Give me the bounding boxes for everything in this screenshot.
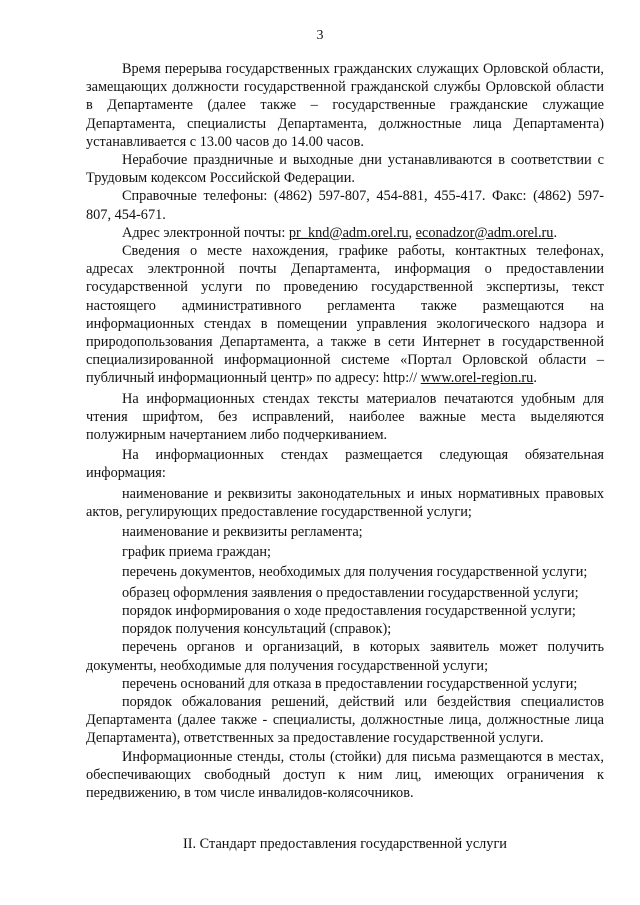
email-link-pr-knd[interactable]: pr_knd@adm.orel.ru: [288, 224, 409, 241]
list-item: порядок получения консультаций (справок);: [122, 621, 392, 638]
document-body: [86, 60, 604, 853]
section-heading: II. Стандарт предоставления государственной услуги: [183, 836, 507, 853]
portal-link[interactable]: www.orel-region.ru: [420, 370, 534, 387]
paragraph-email: [86, 224, 604, 242]
paragraph-stands-font: На информационных стендах тексты материалов печатаются удобным для чтения шрифтом, без исправлений, наиболее важные места выделяются полужирным начертанием либо подчеркиванием.: [86, 390, 604, 444]
list-item: график приема граждан;: [122, 544, 271, 561]
email-suffix: .: [553, 224, 558, 241]
list-item: перечень оснований для отказа в предоставлении государственной услуги;: [122, 675, 578, 692]
list-item: наименование и реквизиты регламента;: [122, 524, 363, 541]
list-item: перечень органов и организаций, в которых заявитель может получить документы, необходимые для получения государственной услуги;: [86, 639, 604, 674]
paragraph-phones: Справочные телефоны: (4862) 597-807, 454-881, 455-417. Факс: (4862) 597-807, 454-671.: [86, 188, 604, 223]
paragraph-closing: Информационные стенды, столы (стойки) для письма размещаются в местах, обеспечивающих свободный доступ к ним лиц, имеющих ограничения к передвижению, в том числе инвалидов-колясочников.: [86, 748, 604, 801]
paragraph-holidays: Нерабочие праздничные и выходные дни устанавливаются в соответствии с Трудовым кодексом Российской Федерации.: [86, 152, 604, 187]
email-separator: ,: [408, 224, 416, 241]
email-prefix: Адрес электронной почты:: [122, 224, 289, 241]
list-item: образец оформления заявления о предоставлении государственной услуги;: [122, 584, 579, 601]
info-suffix: .: [533, 370, 537, 387]
page-number: 3: [316, 28, 324, 43]
list-item: перечень документов, необходимых для получения государственной услуги;: [122, 564, 588, 581]
list-item: наименование и реквизиты законодательных и иных нормативных правовых актов, регулирующих предоставление государственной услуги;: [86, 485, 604, 520]
list-item: порядок обжалования решений, действий или бездействия специалистов Департамента (далее также - специалисты, должностные лица, должностные лица Департамента), ответственных за предоставление государственной услуги.: [86, 693, 604, 747]
paragraph-stands-intro: На информационных стендах размещается следующая обязательная информация:: [86, 447, 604, 482]
email-link-econadzor[interactable]: econadzor@adm.orel.ru: [415, 224, 554, 241]
info-text: Сведения о месте нахождения, графике работы, контактных телефонах, адресах электронной почты Департамента, информация о предоставлении государственной услуги по проведению государственной экспертизы, текст настоящего административного регламента также размещаются на информационных стендах в помещении управления экологического надзора и природопользования Департамента, а также в сети Интернет в государственной специализированной информационной системе «Портал Орловской области – публичный информационный центр» по адресу: http://: [86, 243, 604, 387]
paragraph-info-location: [86, 242, 604, 388]
list-item: порядок информирования о ходе предоставления государственной услуги;: [122, 602, 576, 619]
paragraph-break-time: Время перерыва государственных гражданских служащих Орловской области, замещающих должности государственной гражданской службы Орловской области в Департаменте (далее также – государственные гражданские служащие Департамента, специалисты Департамента, должностные лица Департамента) устанавливается с 13.00 часов до 14.00 часов.: [86, 61, 604, 150]
